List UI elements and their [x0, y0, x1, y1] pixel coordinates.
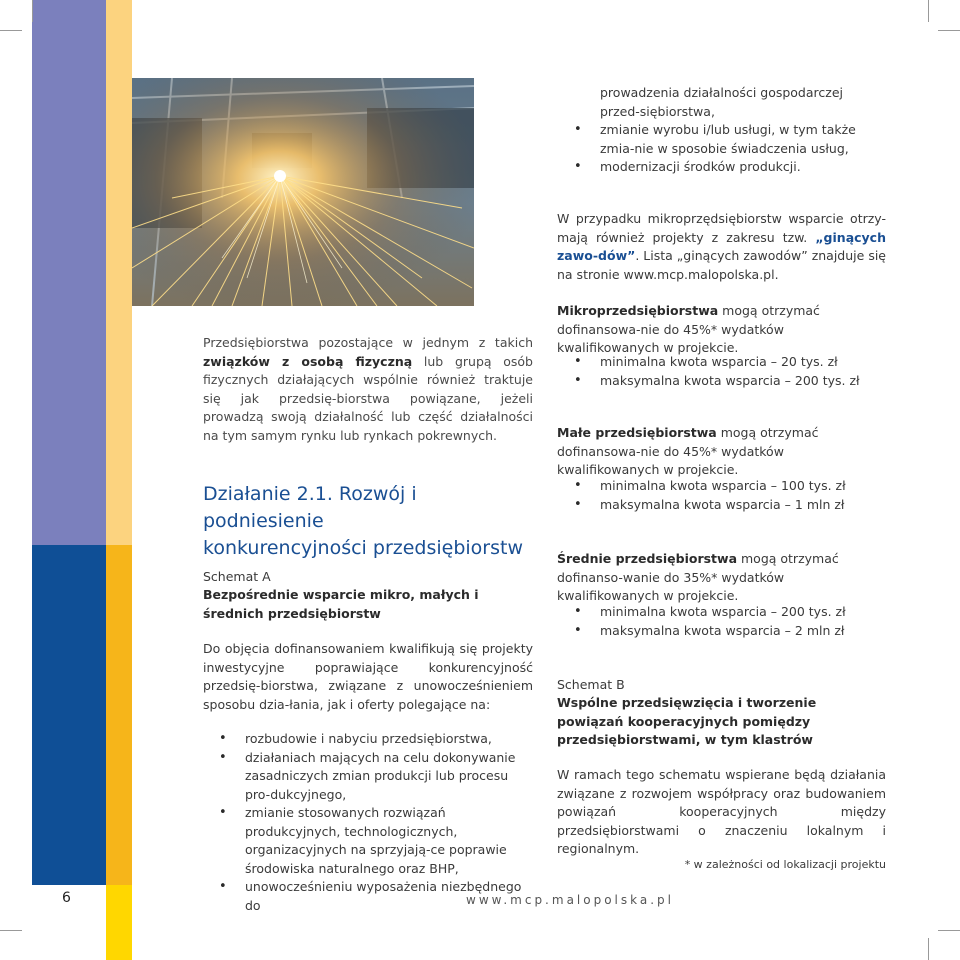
micro-note-bold: „ginących zawo-dów” [557, 229, 886, 263]
micro-lead: Mikroprzedsiębiorstwa [557, 303, 719, 318]
definition-text: Przedsiębiorstwa pozostające w jednym z takich [203, 335, 533, 350]
left-band-navy [32, 545, 106, 885]
medium-amounts [574, 603, 886, 640]
continued-list [574, 121, 886, 177]
small-lead: Małe przedsiębiorstwa [557, 425, 717, 440]
list-item: • minimalna kwota wsparcia – 200 tys. zł [574, 603, 886, 622]
schema-a-title: Bezpośrednie wsparcie mikro, małych i średnich przedsiębiorstw [203, 587, 479, 621]
medium-paragraph [557, 550, 886, 606]
list-continuation: prowadzenia działalności gospodarczej przed-siębiorstwa, [600, 85, 843, 119]
page-number: 6 [62, 890, 71, 906]
crop-mark [928, 938, 929, 960]
list-item: • maksymalna kwota wsparcia – 200 tys. zł [574, 372, 886, 391]
small-paragraph [557, 424, 886, 480]
footer-url: www.mcp.malopolska.pl [466, 893, 674, 907]
medium-lead: Średnie przedsiębiorstwa [557, 551, 738, 566]
list-item: • rozbudowie i nabyciu przedsiębiorstwa, [219, 730, 533, 749]
micro-amounts [574, 353, 886, 390]
list-item: • maksymalna kwota wsparcia – 2 mln zł [574, 622, 886, 641]
micro-note-text: W przypadku mikroprzędsiębiorstw wsparcie otrzy-mają również projekty z zakresu tzw. [557, 211, 886, 245]
list-item: • modernizacji środków produkcji. [574, 158, 886, 177]
definition-paragraph [203, 334, 533, 445]
section-heading-line1: Działanie 2.1. Rozwój i podniesienie [203, 483, 417, 532]
small-rest: mogą otrzymać dofinansowa-nie do 45%* wydatków kwalifikowanych w projekcie. [557, 425, 819, 477]
left-band-yellow [106, 545, 132, 885]
list-item: • zmianie wyrobu i/lub usługi, w tym także zmia-nie w sposobie świadczenia usług, [574, 121, 886, 158]
list-item: • minimalna kwota wsparcia – 20 tys. zł [574, 353, 886, 372]
industrial-welding-sparks-photo [132, 78, 474, 306]
micro-rest: mogą otrzymać dofinansowa-nie do 45%* wydatków kwalifikowanych w projekcie. [557, 303, 820, 355]
crop-mark [32, 0, 33, 22]
crop-mark [0, 30, 22, 31]
micro-note [557, 210, 886, 284]
medium-rest: mogą otrzymać dofinanso-wanie do 35%* wydatków kwalifikowanych w projekcie. [557, 551, 839, 603]
crop-mark [928, 0, 929, 22]
schema-b-text: W ramach tego schematu wspierane będą działania związane z rozwojem współpracy oraz budowaniem powiązań kooperacyjnych między przedsiębiorstwami o znaczeniu lokalnym i regionalnym. [557, 767, 886, 856]
schema-a-list [219, 730, 533, 915]
crop-mark [938, 930, 960, 931]
left-band-lavender [32, 0, 106, 545]
list-item: • zmianie stosowanych rozwiązań produkcyjnych, technologicznych, organizacyjnych na sprzyjają-ce poprawie środowiska naturalnego oraz BHP, [219, 804, 533, 878]
schema-b-label: Schemat B [557, 677, 625, 692]
definition-bold: związków z osobą fizyczną [203, 353, 413, 369]
schema-a-label: Schemat A [203, 569, 271, 584]
left-band-bottom-yellow [106, 885, 132, 960]
schema-b-title: Wspólne przedsięwzięcia i tworzenie powiązań kooperacyjnych pomiędzy przedsiębiorstwami, w tym klastrów [557, 695, 817, 747]
section-heading-line2: konkurencyjności przedsiębiorstw [203, 537, 524, 559]
micro-paragraph [557, 302, 886, 358]
list-item: • minimalna kwota wsparcia – 100 tys. zł [574, 477, 886, 496]
small-amounts [574, 477, 886, 514]
list-item: • maksymalna kwota wsparcia – 1 mln zł [574, 496, 886, 515]
list-item: • unowocześnieniu wyposażenia niezbędnego do [219, 878, 533, 915]
footnote: * w zależności od lokalizacji projektu [684, 858, 886, 871]
left-band-light-yellow [106, 0, 132, 545]
schema-a-intro: Do objęcia dofinansowaniem kwalifikują się projekty inwestycyjne poprawiające konkurencyjność przedsię-biorstwa, związane z unowocześnieniem sposobu dzia-łania, jak i oferty polegające na: [203, 641, 533, 712]
crop-mark [938, 30, 960, 31]
crop-mark [0, 930, 22, 931]
definition-rest: lub grupą osób fizycznych działających wspólnie również traktuje się jak przedsię-biorstwa powiązane, jeżeli prowadzą swoją działalność lub część działalności na tym samym rynku lub rynkach pokrewnych. [203, 353, 533, 443]
micro-note-rest: . Lista „ginących zawodów” znajduje się na stronie www.mcp.malopolska.pl. [557, 248, 886, 282]
section-heading [203, 481, 543, 562]
list-item: • działaniach mających na celu dokonywanie zasadniczych zmian produkcji lub procesu pro-dukcyjnego, [219, 749, 533, 805]
